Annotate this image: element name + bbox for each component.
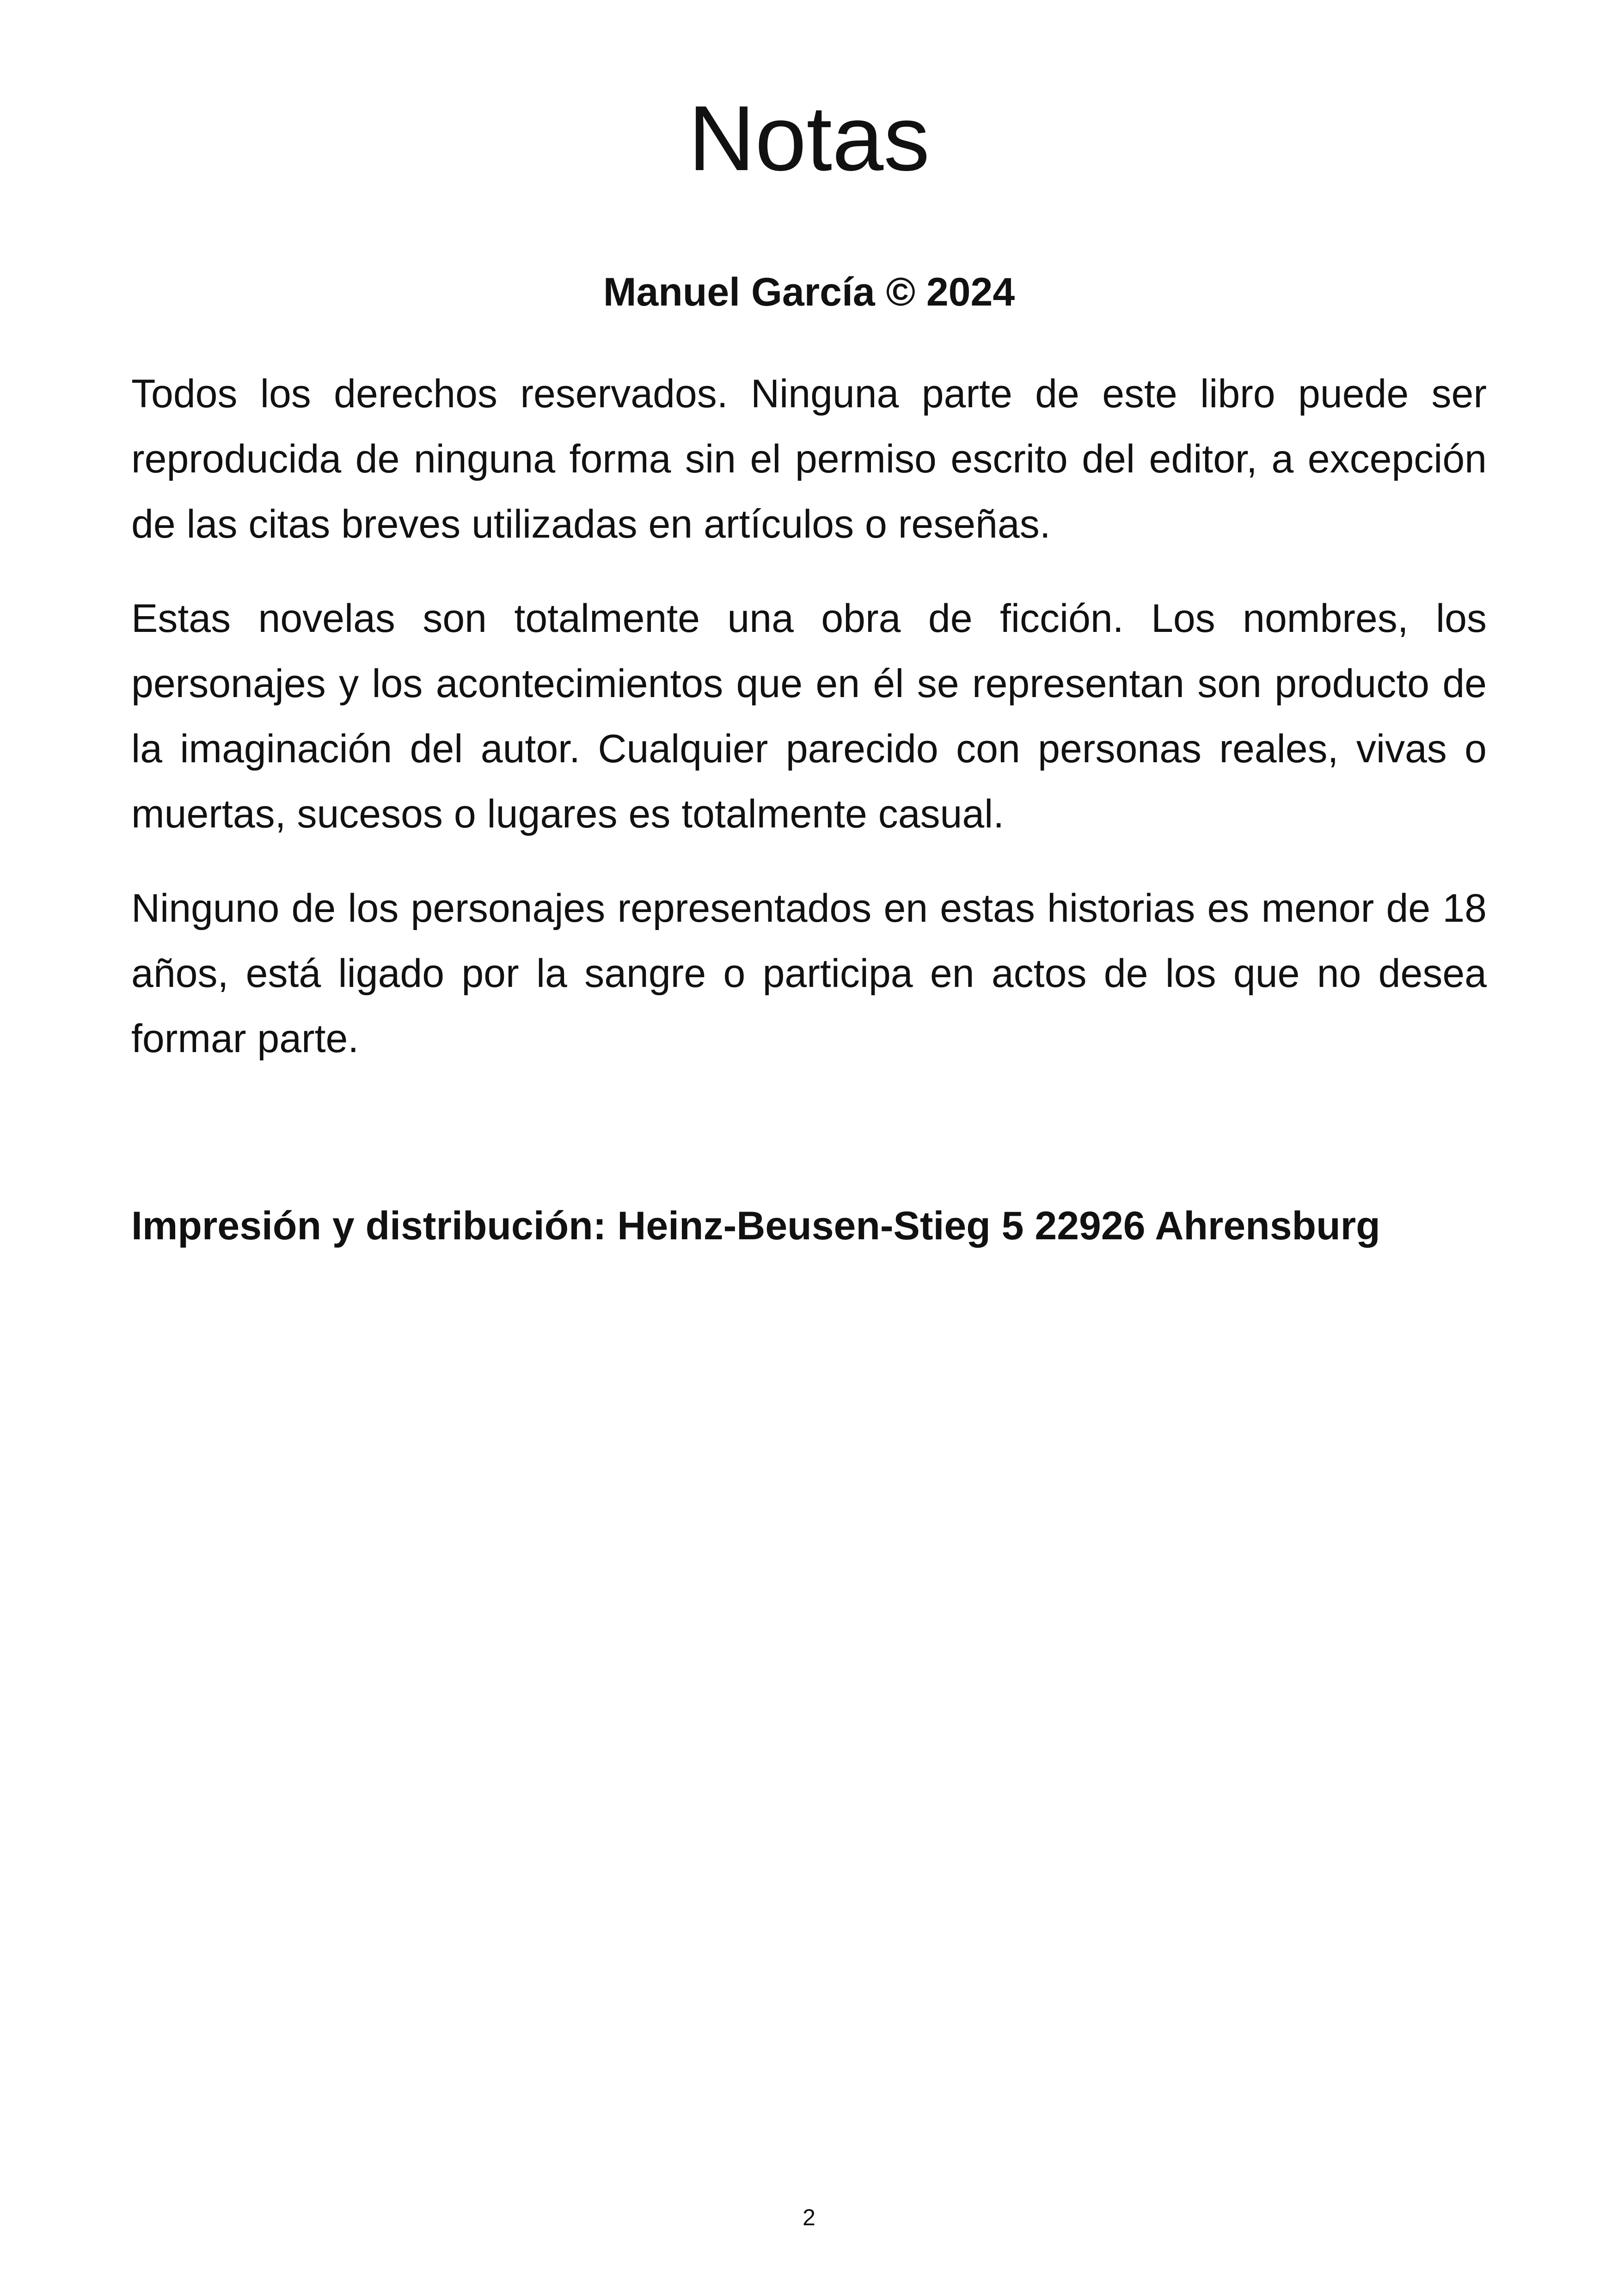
rights-paragraph: Todos los derechos reservados. Ninguna parte de este libro puede ser reproducida de ninguna forma sin el permiso escrito del editor, a excepción de las citas breves utilizadas en artículos o reseñas. — [131, 372, 1487, 546]
author-copyright-line: Manuel García © 2024 — [603, 270, 1015, 314]
fiction-disclaimer-paragraph: Estas novelas son totalmente una obra de ficción. Los nombres, los personajes y los acontecimientos que en él se representan son producto de la imaginación del autor. Cualquier parecido con personas reales, vivas o muertas, sucesos o lugares es totalmente casual. — [131, 596, 1487, 836]
age-disclaimer-paragraph: Ninguno de los personajes representados en estas historias es menor de 18 años, está ligado por la sangre o participa en actos de los que no desea formar parte. — [131, 886, 1487, 1061]
page-number: 2 — [803, 2204, 815, 2230]
imprint-line: Impresión y distribución: Heinz-Beusen-Stieg 5 22926 Ahrensburg — [131, 1204, 1380, 1248]
page-title: Notas — [688, 87, 930, 190]
